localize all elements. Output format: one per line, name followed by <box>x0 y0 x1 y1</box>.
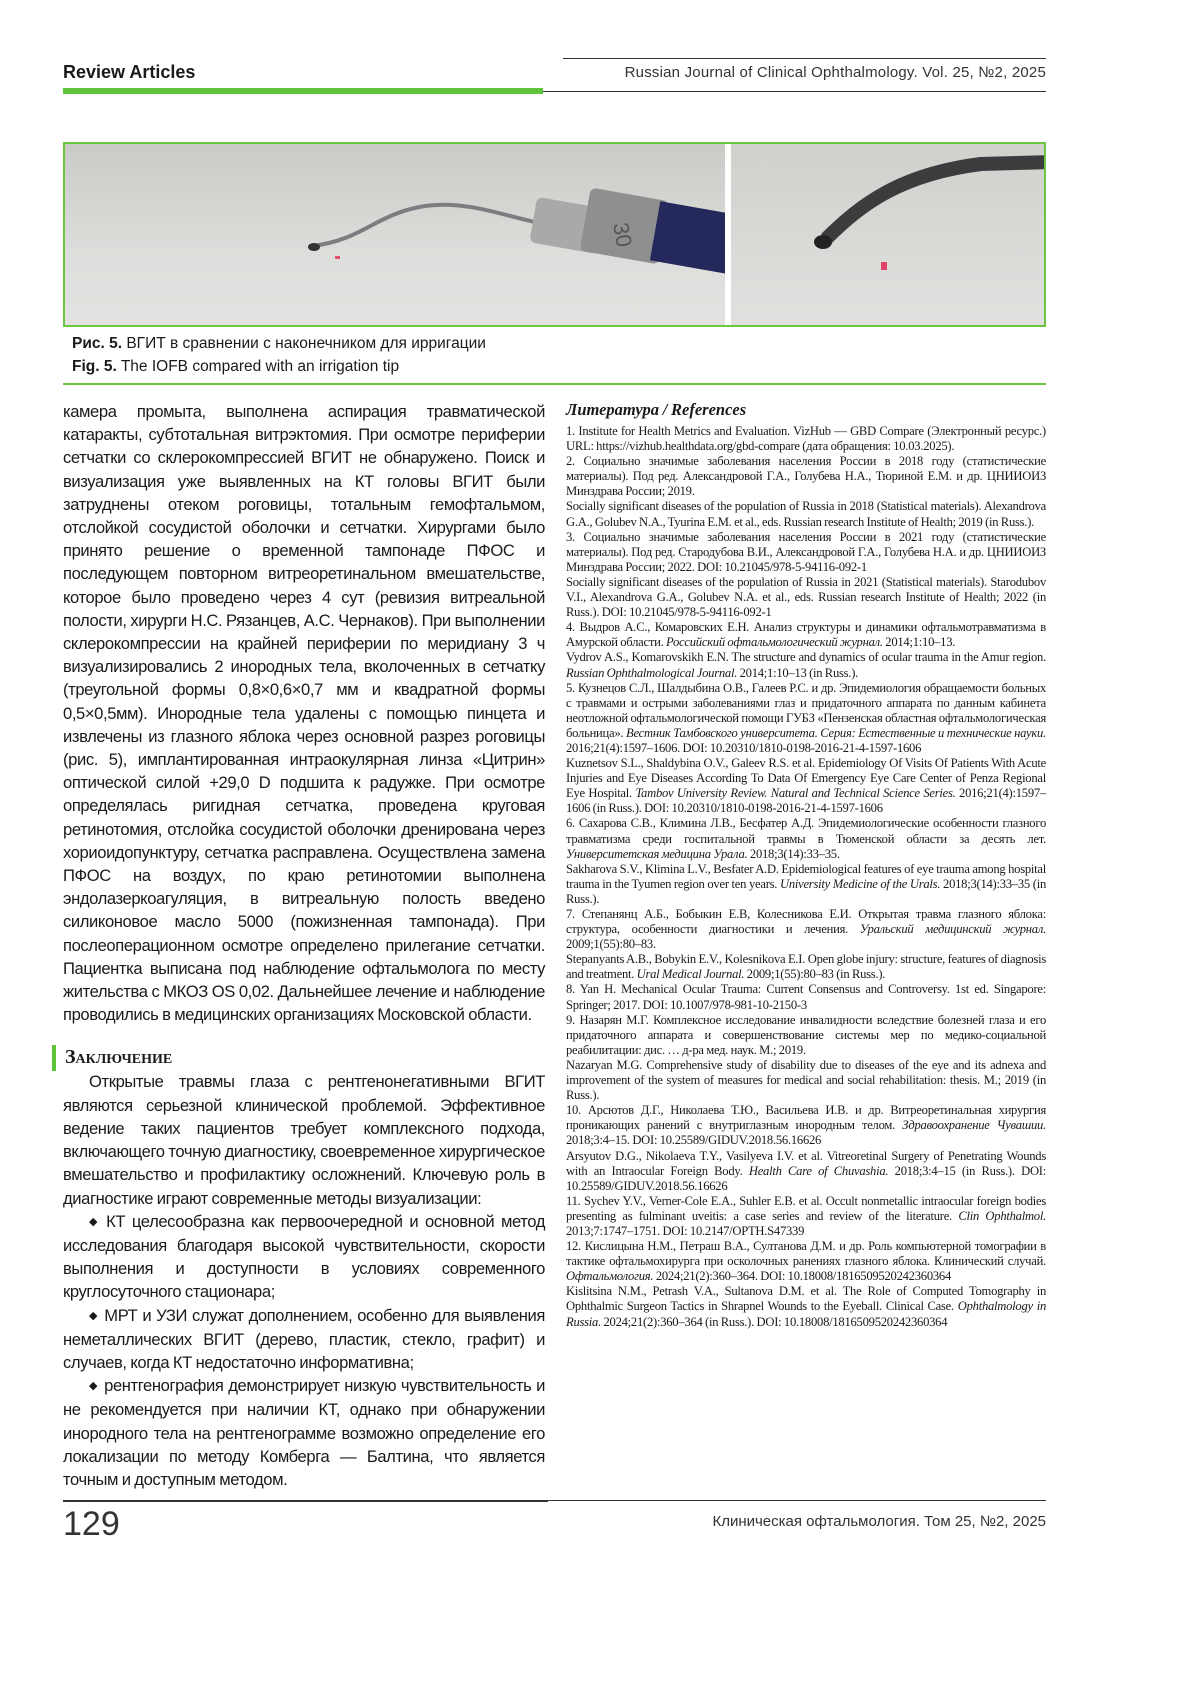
reference-text: 2018;3(14):33–35. <box>747 847 839 861</box>
bullet-item: ◆ КТ целесообразна как первоочередной и основной метод исследования благодаря высокой чувствительности, скорости выполнения и доступности в условиях современного круглосуточного стационара; <box>63 1210 545 1304</box>
reference-text: 2009;1(55):80–83. <box>566 937 656 951</box>
conclusion-intro: Открытые травмы глаза с рентгенонегативными ВГИТ являются серьезной клинической проблемой. Эффективное ведение таких пациентов требует комплексного подхода, включающего точную диагностику, своевременное хирургическое вмешательство и профилактику осложнений. Ключевую роль в диагностике играют современные методы визуализации: <box>63 1070 545 1209</box>
reference-text: 2009;1(55):80–83 (in Russ.). <box>744 967 885 981</box>
reference-item <box>566 816 1046 861</box>
reference-text: 6. Сахарова С.В., Климина Л.В., Бесфатер А.Д. Эпидемиологические особенности глазного травматизма среди госпитальной травмы в Тюменской области за десять лет. <box>566 816 1046 845</box>
reference-text: Kislitsina N.M., Petrash V.A., Sultanova D.M. et al. The Role of Computed Tomography in Ophthalmic Surgeon Tactics in Shrapnel Wounds to the Eyeball. Clinical Case. <box>566 1284 1046 1313</box>
reference-text: 3. Социально значимые заболевания населения России в 2021 году (статистические материалы). Под ред. Стародубова В.И., Александровой Г.А., Голубева Н.А. и др. ЦНИИОИЗ Минздрава России; 2022. DOI: 10.21045/978-5-94116-092-1 <box>566 530 1046 574</box>
conclusion-heading: Заключение <box>63 1044 545 1070</box>
reference-text: Arsyutov D.G., Nikolaeva T.Y., Vasilyeva I.V. et al. Vitreoretinal Surgery of Penetrating Wounds with an Intraocular Foreign Body. <box>566 1149 1046 1178</box>
reference-item <box>566 1149 1046 1194</box>
reference-text: 8. Yan H. Mechanical Ocular Trauma: Current Consensus and Controversy. 1st ed. Singapore: Springer; 2017. DOI: 10.1007/978-981-10-2150-3 <box>566 982 1046 1011</box>
reference-item <box>566 1103 1046 1148</box>
reference-text: Nazaryan M.G. Comprehensive study of disability due to diseases of the eye and its adnexa and improvement of the system of measures for medical and social rehabilitation: thesis. M.; 2019 (in Russ.). <box>566 1058 1046 1102</box>
footer-rule <box>63 1500 548 1502</box>
header-accent-bar <box>63 88 543 94</box>
references-list <box>566 424 1046 1330</box>
reference-item <box>566 575 1046 620</box>
reference-item <box>566 862 1046 907</box>
photo-iofb-closeup <box>731 144 1044 325</box>
reference-source: Уральский медицинский журнал. <box>860 922 1046 936</box>
reference-text: 11. Sychev Y.V., Verner-Cole E.A., Suhler E.B. et al. Occult nonmetallic intraocular foreign bodies presenting as fulminant uveitis: a case series and review of the literature. <box>566 1194 1046 1223</box>
reference-text: Kuznetsov S.L., Shaldybina O.V., Galeev R.S. et al. Epidemiology Of Visits Of Patients With Acute Injuries and Eye Diseases According To Data Of Emergency Eye Care Center of Penza Regional Eye Hospital. <box>566 756 1046 800</box>
reference-text: Sakharova S.V., Klimina L.V., Besfater A.D. Epidemiological features of eye trauma among hospital trauma in the Tyumen region over ten years. <box>566 862 1046 891</box>
reference-item <box>566 952 1046 982</box>
reference-item <box>566 424 1046 454</box>
reference-item <box>566 1284 1046 1329</box>
reference-text: 7. Степанянц А.Б., Бобыкин Е.В, Колесникова Е.И. Открытая травма глазного яблока: структура, особенности диагностики и лечения. <box>566 907 1046 936</box>
journal-header: Russian Journal of Clinical Ophthalmology. Vol. 25, №2, 2025 <box>625 64 1046 81</box>
reference-text: Vydrov A.S., Komarovskikh E.N. The structure and dynamics of ocular trauma in the Amur region. <box>566 650 1046 664</box>
header-rule <box>563 58 1046 59</box>
bullet-diamond-icon: ◆ <box>89 1216 100 1228</box>
reference-text: 2018;3(14):33–35 (in Russ.). <box>566 877 1046 906</box>
reference-source: Офтальмология. <box>566 1269 653 1283</box>
reference-item <box>566 1058 1046 1103</box>
heading-accent-bar <box>52 1045 56 1071</box>
photo-iofb-with-irrigation-tip <box>65 144 725 325</box>
bullet-diamond-icon: ◆ <box>89 1310 98 1322</box>
reference-text: Socially significant diseases of the population of Russia in 2018 (Statistical materials). Alexandrova G.A., Golubev N.A., Tyurina E.M. et al., eds. Russian research Institute of Health; 2019 (in Russ.). <box>566 499 1046 528</box>
reference-source: Tambov University Review. Natural and Technical Science Series. <box>635 786 955 800</box>
reference-item <box>566 907 1046 952</box>
reference-text: Socially significant diseases of the population of Russia in 2021 (Statistical materials). Starodubov V.I., Alexandrova G.A., Golubev N.A. et al., eds. Russian research Institute of Health; 2022 (in Russ.). DOI: 10.21045/978-5-94116-092-1 <box>566 575 1046 619</box>
reference-source: Университетская медицина Урала. <box>566 847 747 861</box>
reference-text: 4. Выдров А.С., Комаровских Е.Н. Анализ структуры и динамики офтальмотравматизма в Амурской области. <box>566 620 1046 649</box>
reference-text: 2018;3:4–15. DOI: 10.25589/GIDUV.2018.56.16626 <box>566 1133 821 1147</box>
tip-marking: 30 <box>608 221 637 249</box>
reference-text: 2013;7:1747–1751. DOI: 10.2147/OPTH.S47339 <box>566 1224 804 1238</box>
reference-item <box>566 454 1046 499</box>
case-paragraph: камера промыта, выполнена аспирация травматической катаракты, субтотальная витрэктомия. При осмотре периферии сетчатки со склерокомпрессией ВГИТ не обнаружено. Поиск и визуализация уже выявленных на КТ головы ВГИТ были затруднены отеком роговицы, тотальным гемофтальмом, отслойкой сосудистой оболочки и сетчатки. Хирургами было принято решение о временной тампонаде ПФОС и последующем повторном витреоретинальном вмешательстве, которое было проведено через 4 сут (ревизия витреальной полости, хирурги Н.С. Рязанцев, А.С. Чернаков). При выполнении склерокомпрессии на крайней периферии по меридиану 3 ч визуализировались 2 инородных тела, вколоченных в сетчатку (треугольной формы 0,8×0,6×0,7 мм и квадратной формы 0,5×0,5мм). Инородные тела удалены с помощью пинцета и извлечены из глазного яблока через основной разрез роговицы (рис. 5), имплантированная интраокулярная линза «Цитрин» оптической силой +29,0 D подшита к радужке. При осмотре определялась ригидная сетчатка, проведена круговая ретинотомия, отслойка сосудистой оболочки дренирована через хориоидопунктуру, сетчатка расправлена. Осуществлена замена ПФОС на воздух, по краю ретинотомии выполнена эндолазеркоагуляция, в витреальную полость введено силиконовое масло 5000 (пожизненная тампонада). При послеоперационном осмотре определено прилегание сетчатки. Пациентка выписана под наблюдение офтальмолога по месту жительства с МКОЗ OS 0,02. Дальнейшее лечение и наблюдение проводились в медицинских организациях Московской области. <box>63 400 545 1026</box>
reference-text: 2014;1:10–13 (in Russ.). <box>737 666 858 680</box>
header-rule-dark <box>543 91 1046 92</box>
reference-source: University Medicine of the Urals. <box>780 877 940 891</box>
reference-item <box>566 499 1046 529</box>
reference-item <box>566 1194 1046 1239</box>
figure-caption-ru: Рис. 5. ВГИТ в сравнении с наконечником для ирригации <box>72 334 486 354</box>
reference-text: 2024;21(2):360–364 (in Russ.). DOI: 10.18008/1816509520242360364 <box>601 1315 947 1329</box>
page-number: 129 <box>63 1505 120 1544</box>
figure-5 <box>63 142 1046 327</box>
bullet-item: ◆ МРТ и УЗИ служат дополнением, особенно для выявления неметаллических ВГИТ (дерево, пластик, стекло, графит) и случаев, когда КТ недостаточно информативна; <box>63 1304 545 1375</box>
footer-rule-thin <box>548 1500 1046 1501</box>
bullet-diamond-icon: ◆ <box>89 1380 98 1392</box>
reference-text: 2016;21(4):1597–1606. DOI: 10.20310/1810-0198-2016-21-4-1597-1606 <box>566 741 921 755</box>
bullet-item: ◆ рентгенография демонстрирует низкую чувствительность и не рекомендуется при наличии КТ, однако при обнаружении инородного тела на рентгенограмме возможно определение его локализации по методу Комберга — Балтина, что является точным и доступным методом. <box>63 1374 545 1491</box>
references-column <box>566 400 1046 1330</box>
body-text-column <box>63 400 545 1491</box>
reference-text: 2. Социально значимые заболевания населения России в 2018 году (статистические материалы). Под ред. Александровой Г.А., Голубева Н.А., Тюриной Е.М. и др. ЦНИИОИЗ Минздрава России; 2019. <box>566 454 1046 498</box>
reference-source: Ophthalmology in Russia. <box>566 1299 1046 1328</box>
reference-text: 9. Назарян М.Г. Комплексное исследование инвалидности вследствие болезней глаза и его придаточного аппарата и совершенствование системы мер по медико-социальной реабилитации: дис. … д-ра мед. наук. М.; 2019. <box>566 1013 1046 1057</box>
reference-source: Health Care of Chuvashia. <box>749 1164 888 1178</box>
reference-text: 2016;21(4):1597–1606 (in Russ.). DOI: 10.20310/1810-0198-2016-21-4-1597-1606 <box>566 786 1046 815</box>
reference-source: Russian Ophthalmological Journal. <box>566 666 737 680</box>
reference-source: Ural Medical Journal. <box>637 967 745 981</box>
reference-item <box>566 1013 1046 1058</box>
reference-item <box>566 681 1046 756</box>
reference-text: 12. Кислицына Н.М., Петраш В.А., Султанова Д.М. и др. Роль компьютерной томографии в тактике офтальмохирурга при осколочных ранениях глазного яблока. Клинический случай. <box>566 1239 1046 1268</box>
reference-text: 5. Кузнецов С.Л., Шалдыбина О.В., Галеев Р.С. и др. Эпидемиология обращаемости больных с травмами и острыми заболеваниями глаз и придаточного аппарата по данным кабинета неотложной офтальмологической помощи ГУБЗ «Пензенская областная офтальмологическая больница». <box>566 681 1046 740</box>
journal-footer: Клиническая офтальмология. Том 25, №2, 2025 <box>712 1513 1046 1530</box>
reference-item <box>566 530 1046 575</box>
reference-item <box>566 982 1046 1012</box>
reference-text: 2014;1:10–13. <box>883 635 955 649</box>
reference-text: 10. Арсютов Д.Г., Николаева Т.Ю., Васильева И.В. и др. Витреоретинальная хирургия проникающих ранений с внутриглазным инородным телом. <box>566 1103 1046 1132</box>
reference-source: Clin Ophthalmol. <box>958 1209 1046 1223</box>
figure-caption-en: Fig. 5. The IOFB compared with an irrigation tip <box>72 357 399 377</box>
reference-item <box>566 650 1046 680</box>
reference-item <box>566 620 1046 650</box>
reference-source: Вестник Тамбовского университета. Серия: Естественные и технические науки. <box>626 726 1046 740</box>
reference-text: 1. Institute for Health Metrics and Evaluation. VizHub — GBD Compare (Электронный ресурс.) URL: https://vizhub.healthdata.org/gbd-compare (дата обращения: 10.03.2025). <box>566 424 1046 453</box>
reference-text: 2024;21(2):360–364. DOI: 10.18008/1816509520242360364 <box>653 1269 951 1283</box>
reference-item <box>566 756 1046 816</box>
references-heading: Литература / References <box>566 400 1046 420</box>
reference-text: Stepanyants A.B., Bobykin E.V., Kolesnikova E.I. Open globe injury: structure, features of diagnosis and treatment. <box>566 952 1046 981</box>
section-divider <box>63 383 1046 385</box>
reference-item <box>566 1239 1046 1284</box>
section-label: Review Articles <box>63 62 195 83</box>
reference-source: Российский офтальмологический журнал. <box>666 635 883 649</box>
reference-source: Здравоохранение Чувашии. <box>902 1118 1046 1132</box>
reference-text: 2018;3:4–15 (in Russ.). DOI: 10.25589/GIDUV.2018.56.16626 <box>566 1164 1046 1193</box>
